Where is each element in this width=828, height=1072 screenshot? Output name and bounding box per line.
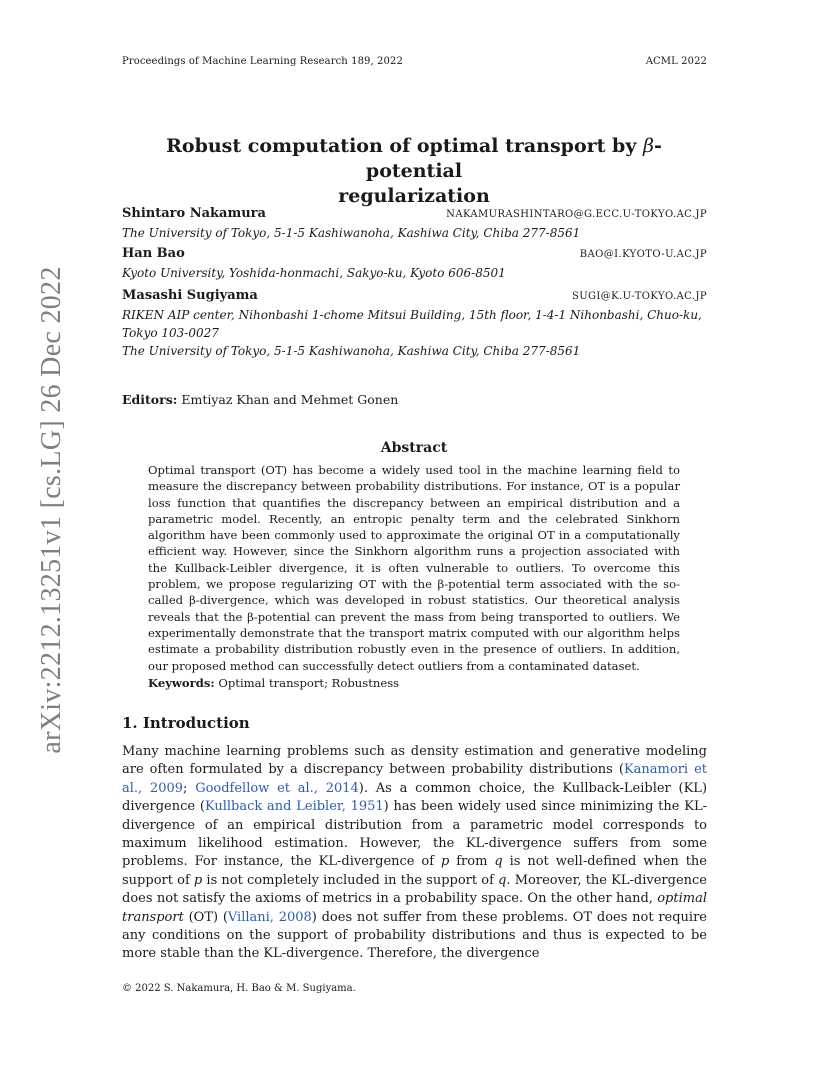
intro-text: is not completely included in the support of (202, 872, 499, 888)
section-heading-introduction: 1. Introduction (122, 714, 250, 732)
editors-names: Emtiyaz Khan and Mehmet Gonen (177, 392, 399, 407)
copyright-footer: © 2022 S. Nakamura, H. Bao & M. Sugiyama. (122, 983, 356, 994)
editors-label: Editors: (122, 392, 178, 407)
abstract-text: Optimal transport (OT) has become a widely used tool in the machine learning field to measure the discrepancy between probability distributions. For instance, OT is a popular loss function that quantifies the discrepancy between an empirical distribution and a parametric model. Recently, an entropic penalty term and the celebrated Sinkhorn algorithm have been commonly used to approximate the original OT in a computationally efficient way. However, since the Sinkhorn algorithm runs a projection associated with the Kullback-Leibler divergence, it is often vulnerable to outliers. To overcome this problem, we propose regularizing OT with the β-potential term associated with the so-called β-divergence, which was developed in robust statistics. Our theoretical analysis reveals that the β-potential can prevent the mass from being transported to outliers. We experimentally demonstrate that the transport matrix computed with our algorithm helps estimate a probability distribution robustly even in the presence of outliers. In addition, our proposed method can successfully detect outliers from a contaminated dataset. (148, 463, 680, 673)
author-block-2 (122, 246, 707, 282)
author-affiliation: Kyoto University, Yoshida-honmachi, Sakyo-ku, Kyoto 606-8501 (122, 266, 506, 280)
title-beta-symbol: β (642, 135, 654, 157)
author-name: Shintaro Nakamura (122, 206, 266, 221)
author-email[interactable]: BAO@I.KYOTO-U.AC.JP (579, 249, 707, 260)
keywords-text: Optimal transport; Robustness (214, 676, 400, 690)
arxiv-identifier: arXiv:2212.13251v1 [cs.LG] 26 Dec 2022 (36, 266, 67, 754)
author-block-3 (122, 288, 707, 360)
keywords-label: Keywords: (148, 676, 215, 690)
citation-link[interactable]: Goodfellow et al., 2014 (195, 780, 359, 796)
intro-text: ) does not suffer from these problems. OT does not require any conditions on the support of probability distributions and thus is expected to be more stable than the KL-divergence. Therefore, the divergence (122, 909, 707, 962)
math-variable: q (498, 872, 507, 888)
intro-text: from (449, 854, 495, 870)
editors-line (122, 392, 398, 407)
author-block-1 (122, 206, 707, 242)
intro-text: Many machine learning problems such as density estimation and generative modeling are often formulated by a discrepancy between probability distributions ( (122, 744, 707, 778)
abstract-heading: Abstract (380, 440, 448, 456)
intro-text: ) has been widely used since minimizing the KL-divergence of an empirical distribution from a parametric model corresponds to maximum likelihood estimation. However, the KL-divergence suffers from some problems. For instance, the KL-divergence of (122, 799, 707, 870)
running-header-venue: Proceedings of Machine Learning Research 189, 2022 (122, 56, 403, 67)
author-email[interactable]: NAKAMURASHINTARO@G.ECC.U-TOKYO.AC.JP (446, 209, 707, 220)
author-affiliation: Tokyo 103-0027 (122, 326, 219, 340)
intro-text: ; (183, 780, 196, 796)
math-variable: q (494, 854, 503, 870)
introduction-paragraph (122, 743, 707, 964)
author-email[interactable]: SUGI@K.U-TOKYO.AC.JP (571, 291, 707, 302)
math-variable: p (193, 872, 203, 888)
citation-link[interactable]: Kullback and Leibler, 1951 (204, 799, 384, 815)
author-affiliation: The University of Tokyo, 5-1-5 Kashiwanoha, Kashiwa City, Chiba 277-8561 (122, 226, 581, 240)
author-affiliation: RIKEN AIP center, Nihonbashi 1-chome Mitsui Building, 15th floor, 1-4-1 Nihonbashi, Chuo-ku, (122, 308, 702, 322)
keywords-line (148, 676, 680, 690)
intro-text: . Moreover, the KL-divergence does not satisfy the axioms of metrics in a probability space. On the other hand, (122, 872, 707, 907)
author-affiliation: The University of Tokyo, 5-1-5 Kashiwanoha, Kashiwa City, Chiba 277-8561 (122, 344, 581, 358)
math-variable: p (440, 854, 450, 870)
emphasized-term: optimal transport (122, 891, 707, 925)
intro-text: is not well-defined when the support of (122, 854, 707, 888)
title-part-1: Robust computation of optimal transport by (166, 135, 643, 157)
intro-text: ). As a common choice, the Kullback-Leibler (KL) divergence ( (122, 780, 708, 815)
title-line-2: regularization (338, 185, 490, 207)
intro-text: (OT) ( (183, 909, 228, 925)
paper-title (122, 134, 706, 209)
citation-link[interactable]: Kanamori et al., 2009 (122, 762, 707, 796)
running-header-conference: ACML 2022 (645, 56, 707, 67)
author-name: Masashi Sugiyama (122, 288, 258, 303)
title-part-2: -potential (365, 135, 662, 182)
citation-link[interactable]: Villani, 2008 (227, 909, 312, 925)
author-name: Han Bao (122, 246, 185, 261)
